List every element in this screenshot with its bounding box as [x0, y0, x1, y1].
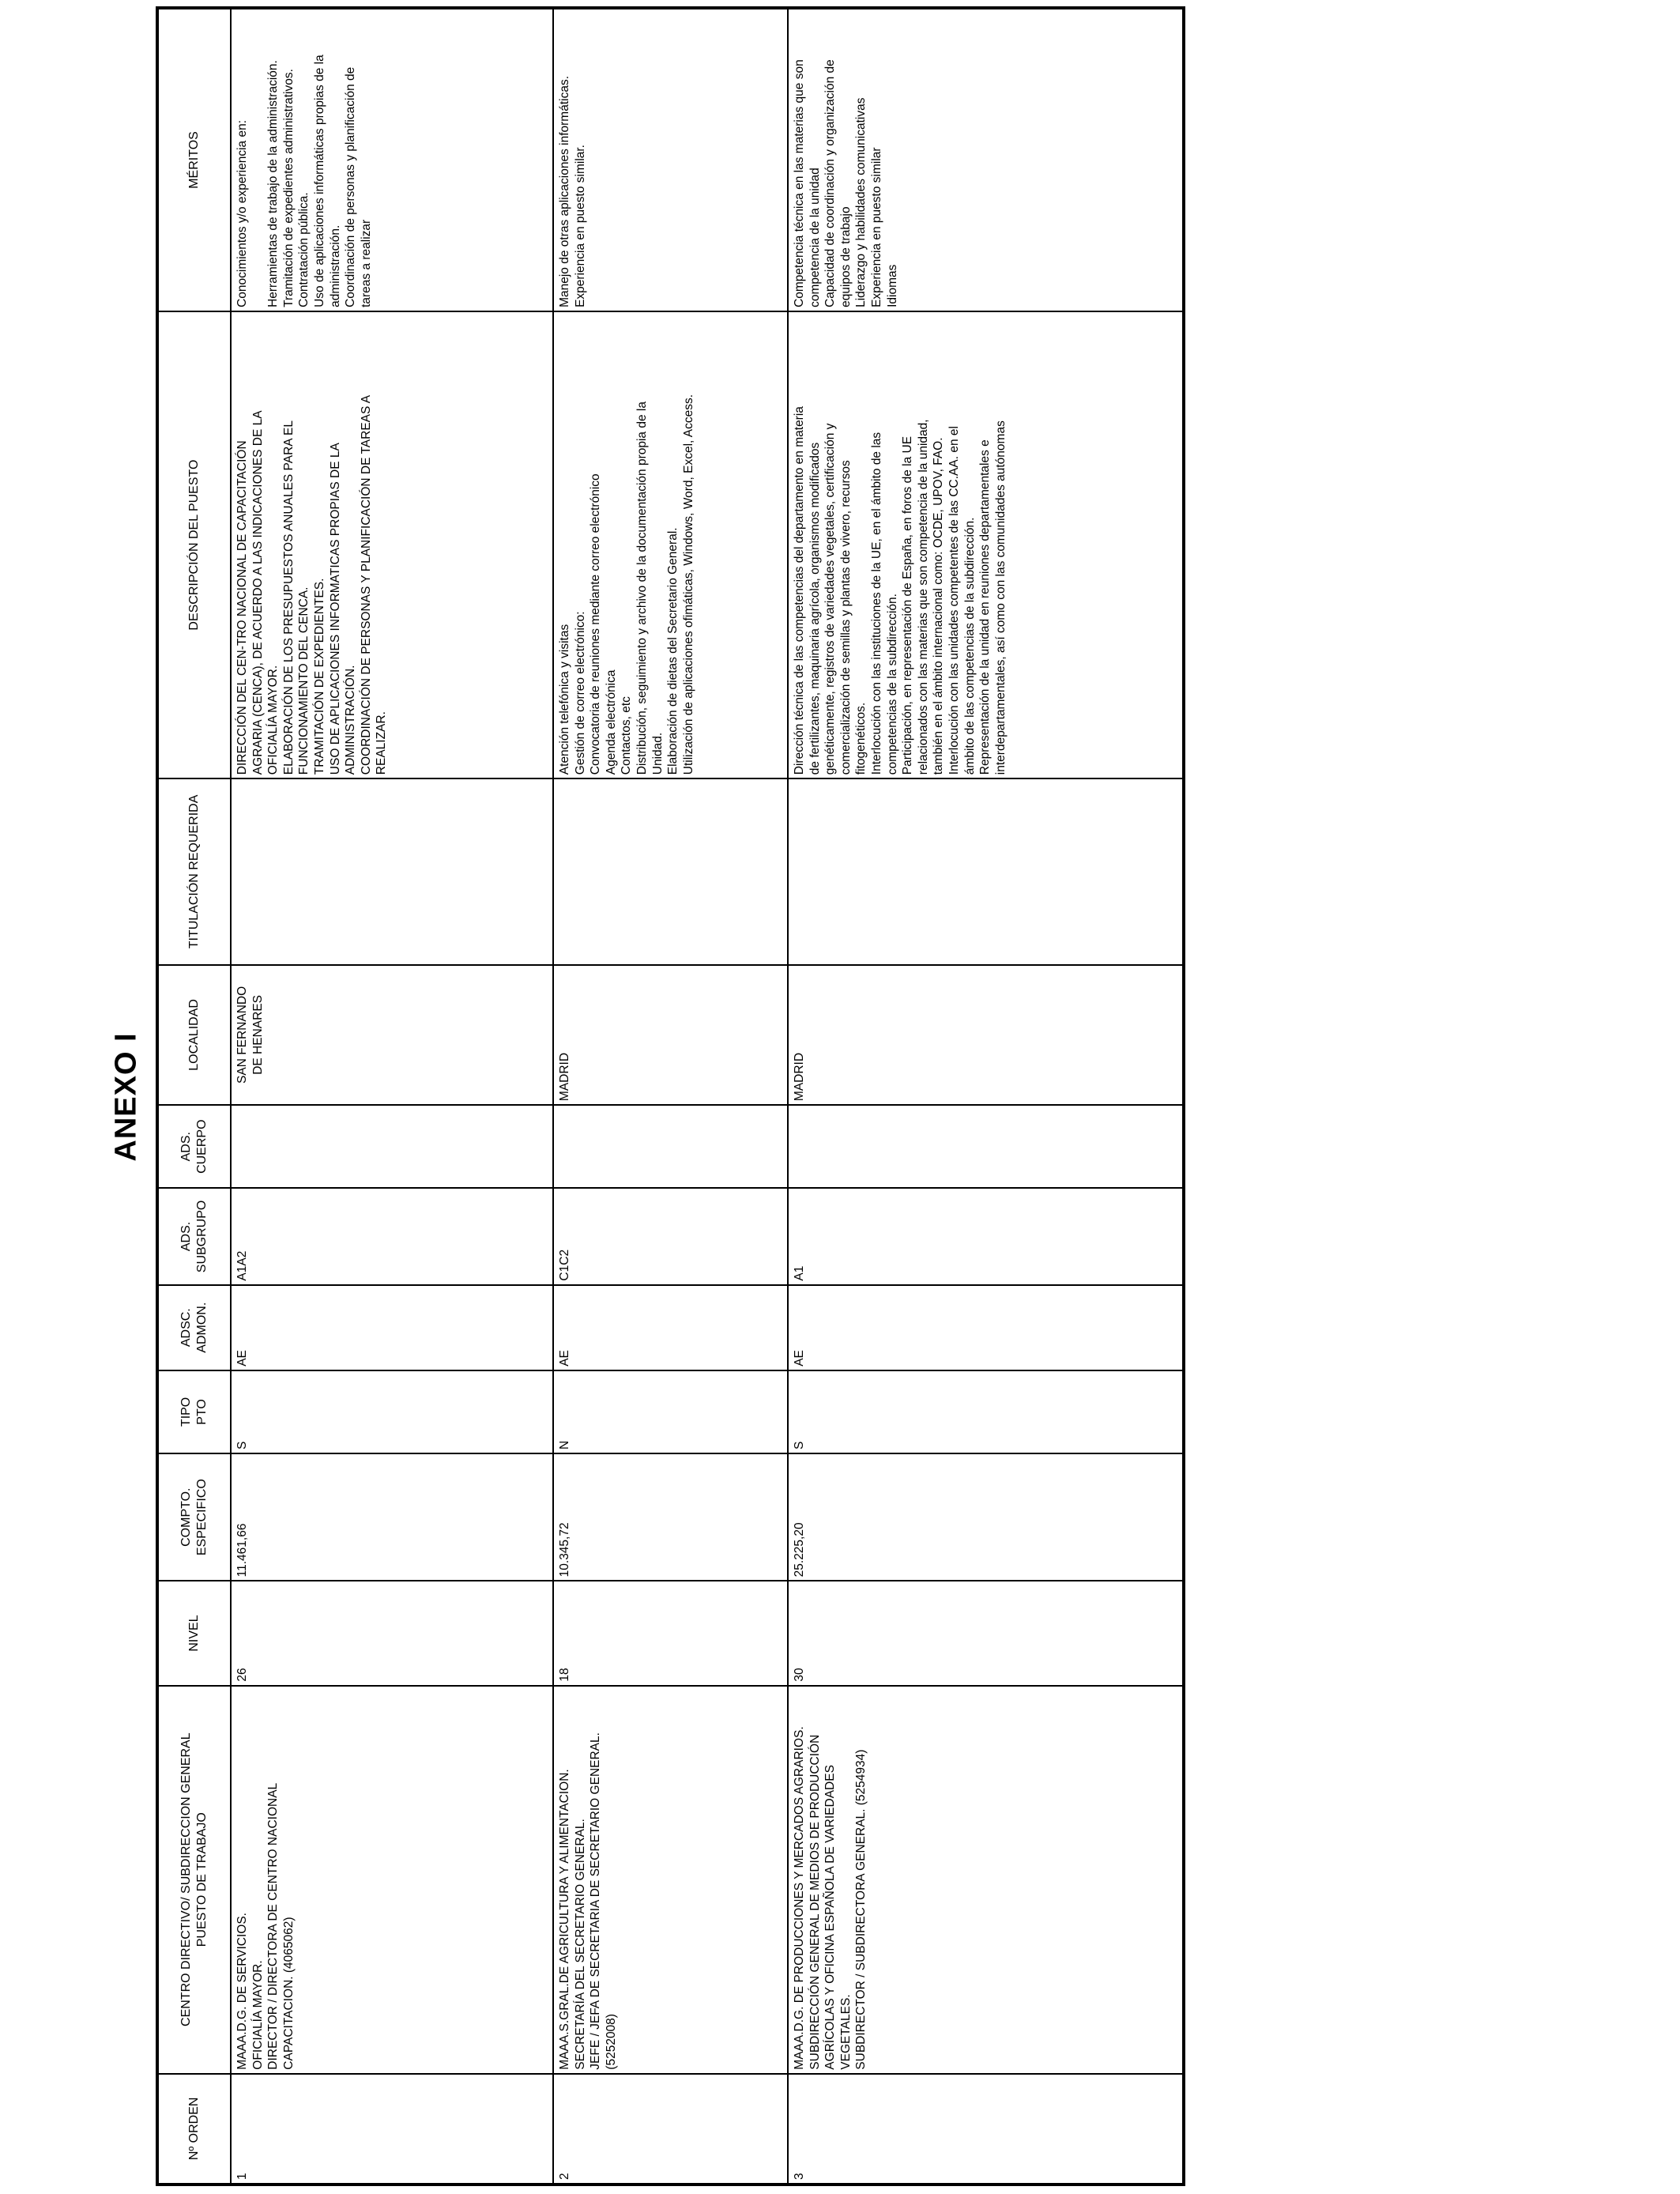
cell-descripcion: Dirección técnica de las competencias del departamento en materia de fertilizantes, maquinaria agrícola, organismos modificados genéticamente, registros de variedades vegetales, certificación y comercialización de semillas y plantas de vivero, recursos fitogenéticos. Interlocución con las instituciones de la UE, en el ámbito de las competencias de la subdirección. Participación, en representación de España, en foros de la UE relacionados con las materias que son competencia de la unidad, también en el ámbito internacional como: OCDE, UPOV, FAO. Interlocución con las unidades competentes de las CC.AA. en el ámbito de las competencias de la subdirección. Representación de la unidad en reuniones departamentales e interdepartamentales, así como con las comunidades autónomas [788, 311, 1184, 778]
cell-meritos: Conocimientos y/o experiencia en: Herramientas de trabajo de la administración. Tramitación de expedientes administrativos. Contratación pública. Uso de aplicaciones informáticas propias de la administración. Coordinación de personas y planificación de tareas a realizar [231, 8, 553, 311]
cell-descripcion: Atención telefónica y visitas Gestión de correo electrónico: Convocatoria de reuniones mediante correo electrónico Agenda electrónica Contactos, etc Distribución, seguimiento y archivo de la documentación propia de la Unidad. Elaboración de dietas del Secretario General. Utilización de aplicaciones ofimáticas, Windows, Word, Excel, Access. [553, 311, 788, 778]
cell-nivel: 18 [553, 1581, 788, 1685]
cell-centro: MAAA.S.GRAL.DE AGRICULTURA Y ALIMENTACION. SECRETARÍA DEL SECRETARIO GENERAL. JEFE / JEFA DE SECRETARIA DE SECRETARIO GENERAL. (5252008) [553, 1686, 788, 2074]
table-row [553, 8, 788, 2185]
cell-subgrupo: A1A2 [231, 1188, 553, 1284]
cell-localidad: MADRID [788, 965, 1184, 1105]
cell-tipo: S [788, 1370, 1184, 1453]
cell-admon: AE [231, 1285, 553, 1370]
cell-orden: 1 [231, 2074, 553, 2185]
header-tipo: TIPO PTO [157, 1370, 231, 1453]
cell-compto: 25.225,20 [788, 1453, 1184, 1581]
header-descripcion: DESCRIPCIÓN DEL PUESTO [157, 311, 231, 778]
cell-titulacion [553, 778, 788, 965]
cell-tipo: S [231, 1370, 553, 1453]
cell-compto: 11.461,66 [231, 1453, 553, 1581]
cell-centro: MAAA.D.G. DE PRODUCCIONES Y MERCADOS AGRARIOS. SUBDIRECCIÓN GENERAL DE MEDIOS DE PRODUCCIÓN AGRÍCOLAS Y OFICINA ESPAÑOLA DE VARIEDADES VEGETALES. SUBDIRECTOR / SUBDIRECTORA GENERAL. (5254934) [788, 1686, 1184, 2074]
cell-titulacion [231, 778, 553, 965]
cell-nivel: 30 [788, 1581, 1184, 1685]
header-cuerpo: ADS. CUERPO [157, 1105, 231, 1188]
header-subgrupo: ADS. SUBGRUPO [157, 1188, 231, 1284]
cell-localidad: SAN FERNANDO DE HENARES [231, 965, 553, 1105]
header-orden: Nº ORDEN [157, 2074, 231, 2185]
cell-localidad: MADRID [553, 965, 788, 1105]
table-row [788, 8, 1184, 2185]
cell-titulacion [788, 778, 1184, 965]
page-title: ANEXO I [109, 1032, 143, 1162]
cell-cuerpo [553, 1105, 788, 1188]
table-row [231, 8, 553, 2185]
header-titulacion: TITULACIÓN REQUERIDA [157, 778, 231, 965]
cell-cuerpo [231, 1105, 553, 1188]
cell-admon: AE [553, 1285, 788, 1370]
header-row [157, 8, 231, 2185]
cell-compto: 10.345,72 [553, 1453, 788, 1581]
cell-admon: AE [788, 1285, 1184, 1370]
header-centro: CENTRO DIRECTIVO/ SUBDIRECCION GENERAL PUESTO DE TRABAJO [157, 1686, 231, 2074]
header-compto: COMPTO. ESPECIFICO [157, 1453, 231, 1581]
header-admon: ADSC. ADMON. [157, 1285, 231, 1370]
cell-subgrupo: A1 [788, 1188, 1184, 1284]
cell-meritos: Manejo de otras aplicaciones informáticas. Experiencia en puesto similar. [553, 8, 788, 311]
cell-centro: MAAA.D.G. DE SERVICIOS. OFICIALÍA MAYOR. DIRECTOR / DIRECTORA DE CENTRO NACIONAL CAPACITACION. (4065062) [231, 1686, 553, 2074]
table-frame [156, 6, 1181, 2186]
header-localidad: LOCALIDAD [157, 965, 231, 1105]
cell-meritos: Competencia técnica en las materias que son competencia de la unidad Capacidad de coordinación y organización de equipos de trabajo Liderazgo y habilidades comunicativas Experiencia en puesto similar Idiomas [788, 8, 1184, 311]
cell-orden: 2 [553, 2074, 788, 2185]
cell-descripcion: DIRECCIÓN DEL CEN-TRO NACIONAL DE CAPACITACIÓN AGRARIA (CENCA), DE ACUERDO A LAS INDICACIONES DE LA OFICIALÍA MAYOR. ELABORACIÓN DE LOS PRESUPUESTOS ANUALES PARA EL FUNCIONAMIENTO DEL CENCA. TRAMITACIÓN DE EXPEDIENTES. USO DE APLICACIONES INFORMATICAS PROPIAS DE LA ADMINISTRACIÓN. COORDINACIÓN DE PERSONAS Y PLANIFICACIÓN DE TAREAS A REALIZAR. [231, 311, 553, 778]
cell-orden: 3 [788, 2074, 1184, 2185]
cell-cuerpo [788, 1105, 1184, 1188]
header-meritos: MÉRITOS [157, 8, 231, 311]
header-nivel: NIVEL [157, 1581, 231, 1685]
cell-nivel: 26 [231, 1581, 553, 1685]
cell-tipo: N [553, 1370, 788, 1453]
cell-subgrupo: C1C2 [553, 1188, 788, 1284]
anexo-table [156, 6, 1185, 2186]
